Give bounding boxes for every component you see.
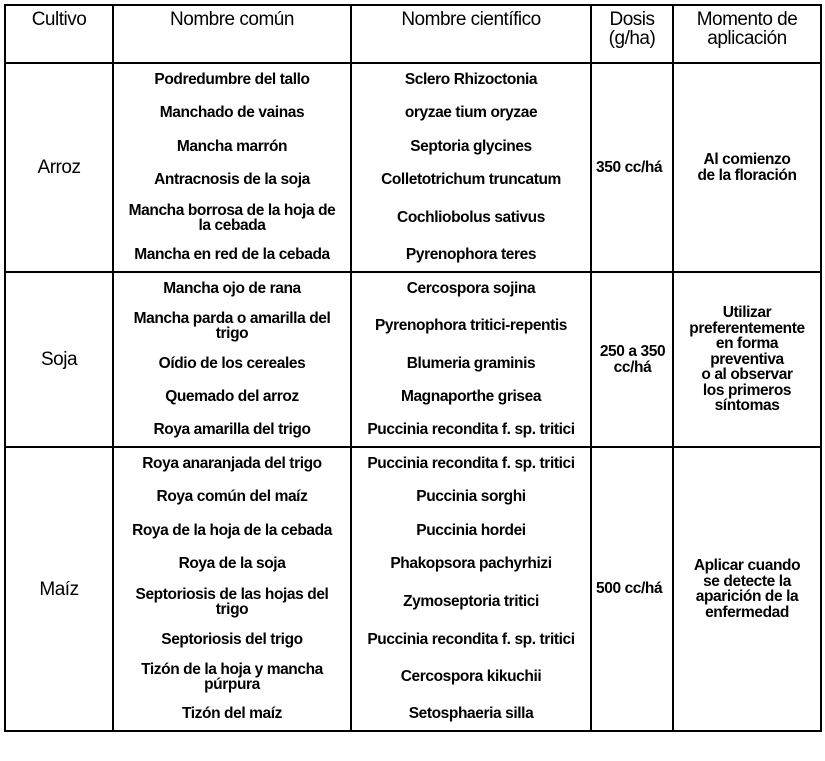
- moment-cell: Al comienzo de la floración: [673, 63, 821, 272]
- header-momento: Momento de aplicación: [673, 5, 821, 63]
- table-row: [5, 447, 821, 480]
- common-name-cell: Mancha borrosa de la hoja de la cebada: [113, 197, 351, 239]
- common-name-cell: Mancha marrón: [113, 130, 351, 163]
- common-name-cell: Podredumbre del tallo: [113, 63, 351, 96]
- table-row: [5, 63, 821, 96]
- common-name-cell: Quemado del arroz: [113, 380, 351, 414]
- moment-cell: Utilizar preferentemente en forma preventiva o al observar los primeros síntomas: [673, 272, 821, 447]
- scientific-name-cell: oryzae tium oryzae: [351, 96, 591, 130]
- scientific-name-cell: Cercospora sojina: [351, 272, 591, 305]
- common-name-cell: Roya de la soja: [113, 547, 351, 581]
- common-name-cell: Tizón del maíz: [113, 698, 351, 731]
- dose-cell: 350 cc/há: [591, 63, 673, 272]
- scientific-name-cell: Setosphaeria silla: [351, 698, 591, 731]
- common-name-cell: Roya amarilla del trigo: [113, 414, 351, 447]
- table-row: [5, 272, 821, 305]
- scientific-name-cell: Magnaporthe grisea: [351, 380, 591, 414]
- dose-cell: 250 a 350 cc/há: [591, 272, 673, 447]
- header-dosis: Dosis (g/ha): [591, 5, 673, 63]
- scientific-name-cell: Puccinia recondita f. sp. tritici: [351, 414, 591, 447]
- table-body: [5, 63, 821, 731]
- common-name-cell: Roya de la hoja de la cebada: [113, 514, 351, 547]
- scientific-name-cell: Zymoseptoria tritici: [351, 581, 591, 623]
- fungicide-table: [4, 4, 822, 732]
- scientific-name-cell: Colletotrichum truncatum: [351, 163, 591, 197]
- common-name-cell: Septoriosis de las hojas del trigo: [113, 581, 351, 623]
- common-name-cell: Septoriosis del trigo: [113, 623, 351, 656]
- crop-cell: Soja: [5, 272, 113, 447]
- common-name-cell: Manchado de vainas: [113, 96, 351, 130]
- common-name-cell: Roya común del maíz: [113, 480, 351, 514]
- scientific-name-cell: Pyrenophora teres: [351, 239, 591, 272]
- scientific-name-cell: Puccinia sorghi: [351, 480, 591, 514]
- scientific-name-cell: Sclero Rhizoctonia: [351, 63, 591, 96]
- scientific-name-cell: Cochliobolus sativus: [351, 197, 591, 239]
- scientific-name-cell: Pyrenophora tritici-repentis: [351, 305, 591, 347]
- scientific-name-cell: Puccinia recondita f. sp. tritici: [351, 623, 591, 656]
- scientific-name-cell: Phakopsora pachyrhizi: [351, 547, 591, 581]
- common-name-cell: Oídio de los cereales: [113, 347, 351, 380]
- common-name-cell: Mancha parda o amarilla del trigo: [113, 305, 351, 347]
- header-cultivo: Cultivo: [5, 5, 113, 63]
- common-name-cell: Mancha ojo de rana: [113, 272, 351, 305]
- scientific-name-cell: Puccinia hordei: [351, 514, 591, 547]
- common-name-cell: Mancha en red de la cebada: [113, 239, 351, 272]
- crop-cell: Maíz: [5, 447, 113, 731]
- moment-cell: Aplicar cuando se detecte la aparición de la enfermedad: [673, 447, 821, 731]
- common-name-cell: Antracnosis de la soja: [113, 163, 351, 197]
- scientific-name-cell: Cercospora kikuchii: [351, 656, 591, 698]
- document: [4, 4, 820, 756]
- crop-cell: Arroz: [5, 63, 113, 272]
- header-nombre-comun: Nombre común: [113, 5, 351, 63]
- dose-cell: 500 cc/há: [591, 447, 673, 731]
- scientific-name-cell: Septoria glycines: [351, 130, 591, 163]
- common-name-cell: Tizón de la hoja y mancha púrpura: [113, 656, 351, 698]
- header-row: [5, 5, 821, 63]
- header-nombre-cientifico: Nombre científico: [351, 5, 591, 63]
- scientific-name-cell: Puccinia recondita f. sp. tritici: [351, 447, 591, 480]
- scientific-name-cell: Blumeria graminis: [351, 347, 591, 380]
- common-name-cell: Roya anaranjada del trigo: [113, 447, 351, 480]
